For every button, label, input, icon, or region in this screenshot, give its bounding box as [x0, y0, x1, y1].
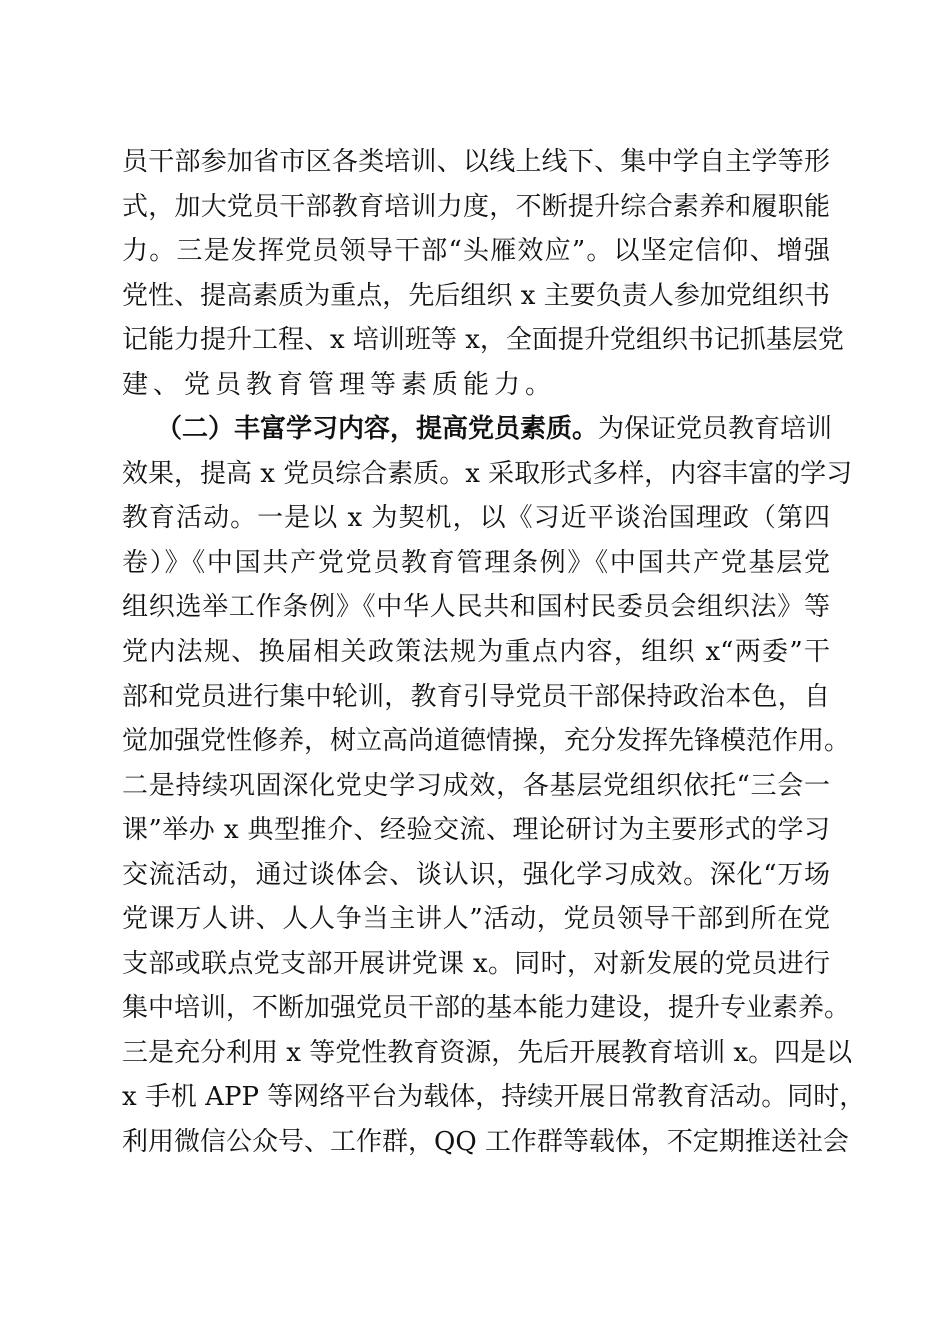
text-line: 员干部参加省市区各类培训、以线上线下、集中学自主学等形: [122, 147, 830, 177]
text-span: 为保证党员教育培训: [598, 414, 833, 445]
section-heading-line: [122, 407, 833, 452]
text-line: 效果，提高 x 党员综合素质。x 采取形式多样，内容丰富的学习: [122, 458, 853, 489]
text-line: 建、党员教育管理等素质能力。: [122, 369, 557, 400]
text-line: x 手机 APP 等网络平台为载体，持续开展日常教育活动。同时，: [122, 1082, 866, 1113]
text-line: 卷）》《中国共产党党员教育管理条例》《中国共产党基层党: [122, 547, 830, 578]
text-line: 党内法规、换届相关政策法规为重点内容，组织 x“两委”干: [122, 637, 830, 668]
text-line: 支部或联点党支部开展讲党课 x。同时，对新发展的党员进行: [122, 948, 830, 979]
text-line: 式，加大党员干部教育培训力度，不断提升综合素养和履职能: [122, 191, 830, 222]
text-line: 二是持续巩固深化党史学习成效，各基层党组织依托“三会一: [122, 770, 830, 801]
text-line: 教育活动。一是以 x 为契机，以《习近平谈治国理政（第四: [122, 503, 830, 534]
text-line: 部和党员进行集中轮训，教育引导党员干部保持政治本色，自: [122, 681, 830, 712]
text-line: 利用微信公众号、工作群，QQ 工作群等载体，不定期推送社会: [122, 1127, 849, 1158]
text-line: 交流活动，通过谈体会、谈认识，强化学习成效。深化“万场: [122, 859, 830, 890]
text-line: 党课万人讲、人人争当主讲人”活动，党员领导干部到所在党: [122, 904, 830, 935]
text-line: 组织选举工作条例》《中华人民共和国村民委员会组织法》等: [122, 592, 830, 623]
text-line: 党性、提高素质为重点，先后组织 x 主要负责人参加党组织书: [122, 280, 830, 311]
text-line: 集中培训，不断加强党员干部的基本能力建设，提升专业素养。: [122, 993, 851, 1024]
section-heading: （二）丰富学习内容，提高党员素质。: [156, 414, 599, 445]
text-line: 觉加强党性修养，树立高尚道德情操，充分发挥先锋模范作用。: [122, 726, 851, 757]
text-line: 三是充分利用 x 等党性教育资源，先后开展教育培训 x。四是以: [122, 1037, 853, 1068]
text-line: 课”举办 x 典型推介、经验交流、理论研讨为主要形式的学习: [122, 815, 830, 846]
text-line: 力。三是发挥党员领导干部“头雁效应”。以坚定信仰、增强: [122, 236, 830, 267]
text-line: 记能力提升工程、x 培训班等 x，全面提升党组织书记抓基层党: [122, 325, 844, 356]
document-body: [122, 140, 866, 1165]
